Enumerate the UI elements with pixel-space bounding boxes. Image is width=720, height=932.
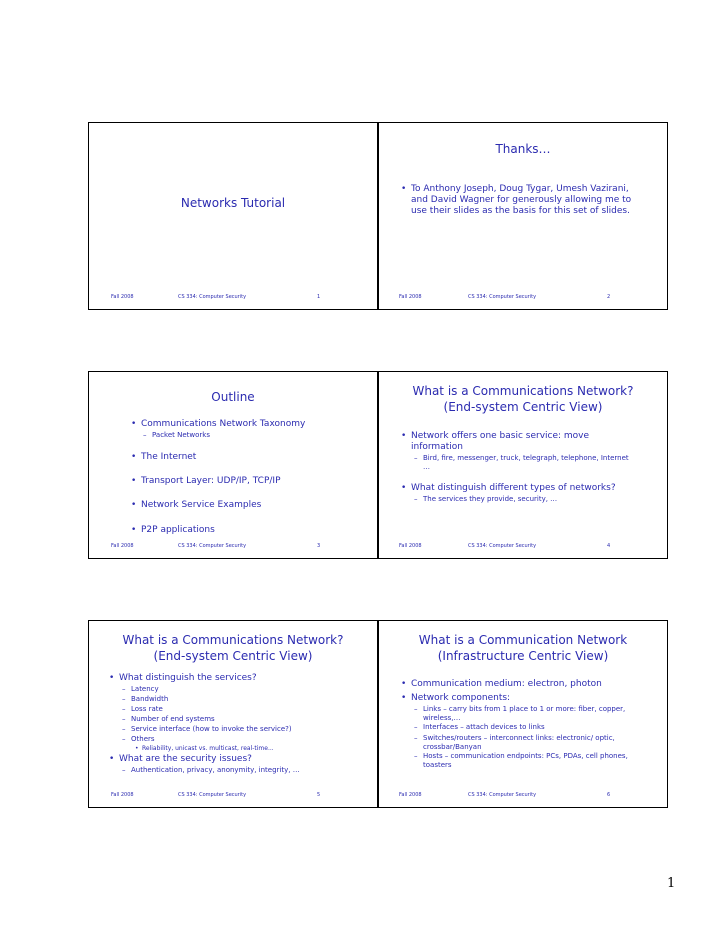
sub-sub-bullet: • Reliability, unicast vs. multicast, real-time...	[135, 745, 274, 752]
slide-3	[88, 371, 378, 559]
dash-icon: –	[122, 695, 126, 703]
sub-bullet: – Loss rate	[122, 705, 163, 713]
page-number: 1	[667, 876, 676, 891]
footer-slide-number: 6	[607, 792, 611, 798]
dash-icon: –	[122, 766, 126, 774]
bullet: • Network offers one basic service: move information	[401, 431, 590, 452]
dash-icon: –	[414, 752, 418, 760]
dash-icon: –	[414, 705, 418, 713]
sub-bullet: – Links – carry bits from 1 place to 1 or more: fiber, copper, wireless,…	[414, 705, 626, 722]
sub-bullet: – Switches/routers – interconnect links: electronic/ optic, crossbar/Banyan	[414, 734, 615, 751]
bullet-dot-icon: •	[131, 452, 137, 462]
sub-bullet: – Bandwidth	[122, 695, 169, 703]
dash-icon: –	[122, 685, 126, 693]
bullet-dot-icon: •	[109, 673, 115, 683]
dash-icon: –	[122, 735, 126, 743]
footer-course: CS 334: Computer Security	[468, 294, 537, 300]
footer-course: CS 334: Computer Security	[468, 792, 537, 798]
slide-title: Thanks…	[495, 142, 551, 156]
bullet: • What distinguish the services?	[109, 673, 257, 683]
footer-course: CS 334: Computer Security	[178, 543, 247, 549]
bullet: • Transport Layer: UDP/IP, TCP/IP	[131, 476, 281, 486]
footer-date: Fall 2008	[111, 294, 134, 300]
dash-icon: –	[414, 734, 418, 742]
footer-slide-number: 4	[607, 543, 611, 549]
footer-slide-number: 3	[317, 543, 321, 549]
footer-course: CS 334: Computer Security	[468, 543, 537, 549]
sub-bullet: – Others	[122, 735, 155, 743]
footer-date: Fall 2008	[399, 543, 422, 549]
dash-icon: –	[143, 431, 147, 439]
slide-2	[378, 122, 668, 310]
slide-title: Outline	[211, 390, 255, 404]
sub-bullet: – Bird, fire, messenger, truck, telegraph, telephone, Internet …	[414, 454, 629, 471]
bullet: • What are the security issues?	[109, 754, 252, 764]
slide-6	[378, 620, 668, 808]
slide-1	[88, 122, 378, 310]
footer-slide-number: 1	[317, 294, 321, 300]
bullet-dot-icon: •	[401, 679, 407, 689]
dash-icon: –	[122, 725, 126, 733]
bullet-dot-icon: •	[401, 483, 407, 493]
slide-5	[88, 620, 378, 808]
footer-course: CS 334: Computer Security	[178, 294, 247, 300]
dash-icon: –	[122, 715, 126, 723]
slide-title: What is a Communications Network? (End-system Centric View)	[412, 384, 634, 414]
footer-date: Fall 2008	[111, 543, 134, 549]
slide-title: What is a Communications Network? (End-system Centric View)	[122, 633, 344, 663]
sub-bullet: – The services they provide, security, …	[414, 495, 558, 503]
bullet: • To Anthony Joseph, Doug Tygar, Umesh Vazirani, and David Wagner for generously allowing me to use their slides as the basis for this set of slides.	[401, 184, 632, 216]
bullet-dot-icon: •	[401, 693, 407, 703]
bullet-dot-icon: •	[131, 500, 137, 510]
dash-icon: –	[414, 454, 418, 462]
slide-title: Networks Tutorial	[180, 196, 286, 210]
bullet: • P2P applications	[131, 525, 215, 535]
bullet: • The Internet	[131, 452, 197, 462]
sub-bullet: – Latency	[122, 685, 159, 693]
sub-bullet: – Packet Networks	[143, 431, 210, 439]
sub-bullet: – Service interface (how to invoke the service?)	[122, 725, 292, 733]
bullet: • Network components:	[401, 693, 511, 703]
bullet-dot-icon: •	[401, 184, 407, 194]
footer-date: Fall 2008	[399, 294, 422, 300]
footer-slide-number: 2	[607, 294, 611, 300]
footer-date: Fall 2008	[399, 792, 422, 798]
bullet-dot-icon: •	[131, 525, 137, 535]
dash-icon: –	[414, 723, 418, 731]
slide-title: What is a Communication Network (Infrastructure Centric View)	[418, 633, 628, 663]
footer-slide-number: 5	[317, 792, 321, 798]
sub-bullet: – Number of end systems	[122, 715, 215, 723]
footer-date: Fall 2008	[111, 792, 134, 798]
footer-course: CS 334: Computer Security	[178, 792, 247, 798]
bullet-dot-icon: •	[135, 745, 139, 752]
slide-4	[378, 371, 668, 559]
bullet: • Communication medium: electron, photon	[401, 679, 602, 689]
bullet: • Network Service Examples	[131, 500, 262, 510]
bullet-dot-icon: •	[401, 431, 407, 441]
bullet: • What distinguish different types of networks?	[401, 483, 616, 493]
sub-bullet: – Authentication, privacy, anonymity, integrity, …	[122, 766, 300, 774]
sub-bullet: – Interfaces – attach devices to links	[414, 723, 545, 731]
bullet-dot-icon: •	[109, 754, 115, 764]
bullet: • Communications Network Taxonomy	[131, 419, 306, 429]
dash-icon: –	[122, 705, 126, 713]
bullet-dot-icon: •	[131, 419, 137, 429]
sub-bullet: – Hosts – communication endpoints: PCs, PDAs, cell phones, toasters	[414, 752, 628, 769]
bullet-dot-icon: •	[131, 476, 137, 486]
dash-icon: –	[414, 495, 418, 503]
